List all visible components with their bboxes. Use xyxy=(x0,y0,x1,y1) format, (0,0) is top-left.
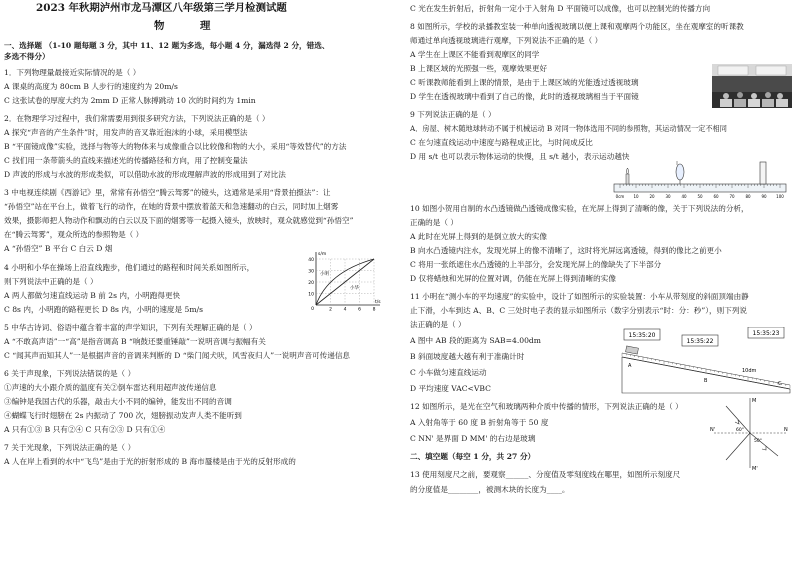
section-one-note: 多选不得分） xyxy=(4,52,50,61)
bench-scale-label: 60 xyxy=(713,194,719,199)
y-tick-label: 20 xyxy=(308,281,314,286)
timer-a-reading: 15:35:20 xyxy=(628,332,656,339)
series-label: 小明 xyxy=(320,272,329,277)
question-8-line-2: 师通过单向透视玻璃进行观摩，下列说法不正确的是（ ） xyxy=(410,36,603,45)
question-9-options-ab: A．房屋、树木随地球转动不属于机械运动 B 对同一物体选用不同的参照物，其运动情况一定不相同 xyxy=(410,124,727,133)
bench-scale-label: 40 xyxy=(681,194,687,199)
question-13-line-2: 的分度值是________，被测木块的长度为____。 xyxy=(410,485,570,494)
question-10-option-b: B 向水凸透镜内注水，发现光屏上的像不清晰了，这时将光屏远离透镜，得到的像比之前更小 xyxy=(410,246,722,255)
question-10-line-2: 正确的是（ ） xyxy=(410,218,458,227)
ray-2 xyxy=(726,433,750,460)
bench-scale-label: 30 xyxy=(665,194,671,199)
question-11-line-1: 11 小明在“测小车的平均速度”的实验中，设计了如图所示的实验装置：小车从带刻度的斜面顶端由静 xyxy=(410,292,749,301)
inclined-plane-diagram xyxy=(618,327,794,395)
question-2-option-c: C 找们用一条带箭头的直线来描述光的传播路径和方向，用了控制变量法 xyxy=(4,156,248,165)
question-5: 5 中华古诗词、俗语中蕴含着丰富的声学知识，下列有关理解正确的是（ ） xyxy=(4,323,257,332)
bench-scale-label: 70 xyxy=(729,194,735,199)
angle-label-60: 60° xyxy=(736,428,744,433)
light-screen xyxy=(760,162,766,184)
question-1: 1．下列物理量最接近实际情况的是（ ） xyxy=(4,68,141,77)
label-m-prime: M' xyxy=(752,466,758,472)
x-tick-label: 2 xyxy=(329,307,332,312)
distance-time-graph xyxy=(304,250,384,312)
question-3-line-3: 效果，摄影师把人物动作和飘动的白云以及下面的烟雾等一起摄入镜头，放映时，观众就感觉到“孙悟空” xyxy=(4,216,354,225)
question-1-options-ab: A 课桌的高度为 80cm B 人步行的速度约为 20m/s xyxy=(4,82,178,91)
point-b-label: B xyxy=(704,378,708,384)
label-n-prime: N' xyxy=(710,427,716,433)
timer-c-reading: 15:35:23 xyxy=(752,330,780,337)
question-12-options-cd: C NN' 是界面 D MM' 的右边是玻璃 xyxy=(410,434,536,443)
y-axis-label: s/m xyxy=(318,252,327,257)
y-tick-label: 10 xyxy=(308,292,314,298)
question-10-option-c: C 将用一张纸遮住水凸透镜的上半部分，会发现光屏上的像缺失了下半部分 xyxy=(410,260,662,269)
question-8-option-c: C 听课教师能看到上课的情景，是由于上课区域的光能透过透视玻璃 xyxy=(410,78,639,87)
question-11-option-d: D 平均速度 VAC<VBC xyxy=(410,384,491,393)
question-6-item-3: ③编钟是我国古代的乐器，敲击大小不同的编钟，能发出不同的音调 xyxy=(4,397,232,406)
ramp-surface xyxy=(622,357,790,389)
arrow-icon xyxy=(735,420,739,424)
series-label: 小华 xyxy=(350,286,359,291)
question-7-options-ab: A 人在岸上看到的水中“飞鸟”是由于光的折射形成的 B 海市蜃楼是由于光的反射形成的 xyxy=(4,457,296,466)
question-6-item-4: ④蝴蝶飞行时翅膀在 2s 内振动了 700 次，翅膀振动发声人类不能听到 xyxy=(4,411,242,420)
question-9: 9 下列说法正确的是（ ） xyxy=(410,110,496,119)
question-8-option-a: A 学生在上课区不能看到观摩区的同学 xyxy=(410,50,540,59)
question-11-line-2: 止下滑，小车到达 A、B、C 三处时电子表的显示如图所示（数字分别表示“时：分：秒”），则下列说 xyxy=(410,306,748,315)
question-6-options: A 只有①③ B 只有②④ C 只有②③ D 只有①④ xyxy=(4,425,166,434)
arrow-icon xyxy=(762,446,766,450)
question-3-line-4: 在“腾云驾雾”，观众所选的参照物是（ ） xyxy=(4,230,144,239)
question-9-option-c: C 在匀速直线运动中速度与路程成正比，与时间成反比 xyxy=(410,138,593,147)
scale-unit-label: 10dm xyxy=(742,368,757,374)
cart-icon xyxy=(626,346,639,354)
question-10-option-d: D 仅将蜡烛和光屏的位置对调，仍能在光屏上得到清晰的实像 xyxy=(410,274,616,283)
question-10-option-a: A 此时在光屏上得到的是倒立放大的实像 xyxy=(410,232,547,241)
question-4-options-cd: C 8s 内，小明跑的路程更长 D 8s 内，小明的速度是 5m/s xyxy=(4,305,204,314)
ramp-base xyxy=(622,357,790,393)
question-3-line-2: “孙悟空”站在平台上，做着飞行的动作，在她的背景中摆放着蓝天和急速翻动的白云，同时加上烟雾 xyxy=(4,202,339,211)
bench-scale-label: 80 xyxy=(745,194,751,199)
question-7-options-cd: C 光在发生折射后，折射角一定小于入射角 D 平面镜可以成像，也可以控制光的传播方向 xyxy=(410,4,711,13)
question-7: 7 关于光现象，下列说法正确的是（ ） xyxy=(4,443,136,452)
optical-bench-diagram xyxy=(610,160,790,202)
question-9-option-d: D 用 s/t 也可以表示物体运动的快慢，且 s/t 越小，表示运动越快 xyxy=(410,152,630,161)
question-12-options-ab: A 入射角等于 60 度 B 折射角等于 50 度 xyxy=(410,418,549,427)
question-4-line-1: 4 小明和小华在操场上沿直线跑步，他们通过的路程和时间关系如图所示， xyxy=(4,263,255,272)
question-10-line-1: 10 如图小贺用自制的水凸透镜做凸透镜成像实验，在光屏上得到了清晰的像，关于下列说法的分析， xyxy=(410,204,749,213)
question-3-line-1: 3 中电视连续剧《西游记》里，常常有孙悟空“腾云驾雾”的镜头，这通常是采用“背景拍摄法”：让 xyxy=(4,188,331,197)
label-m: M xyxy=(752,398,757,404)
question-1-options-cd: C 这张试卷的厚度大约为 2mm D 正常人脉搏跳动 10 次的时间约为 1min xyxy=(4,96,256,105)
ray-3 xyxy=(750,433,778,456)
question-4-options-ab: A 两人都做匀速直线运动 B 前 2s 内，小明跑得更快 xyxy=(4,291,181,300)
subject-heading: 物 理 xyxy=(154,20,227,32)
exam-title: 2023 年秋期泸州市龙马潭区八年级第三学月检测试题 xyxy=(36,2,287,14)
question-6: 6 关于声现象，下列说法错误的是（ ） xyxy=(4,369,136,378)
question-8-line-1: 8 如图所示，学校的录播教室装一种单向透视玻璃以便上课和观摩两个功能区，坐在观摩室的听课教 xyxy=(410,22,744,31)
question-13-line-1: 13 使用刻度尺之前，要观察______、分度值及零刻度线在哪里，如图所示刻度尺 xyxy=(410,470,681,479)
question-12: 12 如图所示，是光在空气和玻璃两种介质中传播的情形，下列说法正确的是（ ） xyxy=(410,402,683,411)
question-3-options: A “孙悟空” B 平台 C 白云 D 烟 xyxy=(4,244,113,253)
question-5-options-cd: C “闻其声而知其人”一是根据声音的音调来判断的 D “柴门闻犬吠，风雪夜归人”一说明声音可传递信息 xyxy=(4,351,351,360)
question-2-option-b: B “平面镜成像”实验，选择与物等大的物体来与成像重合以比较像和物的大小，采用“等效替代”的方法 xyxy=(4,142,347,151)
refraction-diagram xyxy=(710,394,790,472)
classroom-photo xyxy=(712,64,792,108)
question-11-option-b: B 斜面坡度越大越有利于准确计时 xyxy=(410,352,525,361)
bench-scale-label: 20 xyxy=(649,194,655,199)
water-lens xyxy=(676,164,684,180)
x-tick-label: 0 xyxy=(311,307,314,312)
question-4-line-2: 则下列说法中正确的是（ ） xyxy=(4,277,98,286)
section-two-heading: 二、填空题（每空 1 分，共 27 分） xyxy=(410,452,536,461)
point-c-label: C xyxy=(778,381,782,387)
question-11-option-a: A 图中 AB 段的距离为 SAB=4.00dm xyxy=(410,336,541,345)
question-11-option-c: C 小车做匀速直线运动 xyxy=(410,368,487,377)
question-8-option-d: D 学生在透视玻璃中看到了自己的像，此时的透视玻璃相当于平面镜 xyxy=(410,92,639,101)
timer-b-reading: 15:35:22 xyxy=(686,338,714,345)
angle-label-50: 50° xyxy=(754,439,762,444)
x-tick-label: 6 xyxy=(358,307,361,312)
x-tick-label: 4 xyxy=(343,307,347,312)
section-one-heading: 一、选择题 （1-10 题每题 3 分，其中 11、12 题为多选，每小题 4 分，漏选得 2 分，错选、 xyxy=(4,41,330,50)
question-5-options-ab: A “不敢高声语”一“高”是指音调高 B “响鼓还要重锤敲”一说明音调与振幅有关 xyxy=(4,337,266,346)
x-axis-label: t/s xyxy=(375,300,381,305)
bench-scale-label: 90 xyxy=(761,194,767,199)
question-11-line-3: 法正确的是（ ） xyxy=(410,320,466,329)
question-2: 2．在物理学习过程中，我们常需要用到很多研究方法，下列说法正确的是（ ） xyxy=(4,114,270,123)
y-tick-label: 40 xyxy=(308,258,314,263)
bench-scale-label: 50 xyxy=(697,194,703,199)
question-2-option-a: A 探究“声音的产生条件”时，用发声的音叉靠近泡沫的小球，采用模型法 xyxy=(4,128,248,137)
candle-flame-icon xyxy=(626,168,629,174)
y-tick-label: 30 xyxy=(308,269,314,275)
candle xyxy=(626,174,629,184)
point-a-label: A xyxy=(628,363,632,369)
question-6-item-1: ①声速的大小跟介质的温度有关②倒车雷达利用超声波传递信息 xyxy=(4,383,217,392)
question-8-option-b: B 上课区域的光照强一些，观摩效果更好 xyxy=(410,64,548,73)
bench-scale-label: 100 xyxy=(776,194,784,199)
label-n: N xyxy=(784,427,788,433)
bench-scale-label: 10 xyxy=(633,194,639,199)
x-tick-label: 8 xyxy=(372,307,376,312)
question-2-option-d: D 声波的形成与水波的形成类似，可以借助水波的形成理解声波的形成用到了对比法 xyxy=(4,170,286,179)
bench-scale-label: 0cm xyxy=(615,194,625,199)
